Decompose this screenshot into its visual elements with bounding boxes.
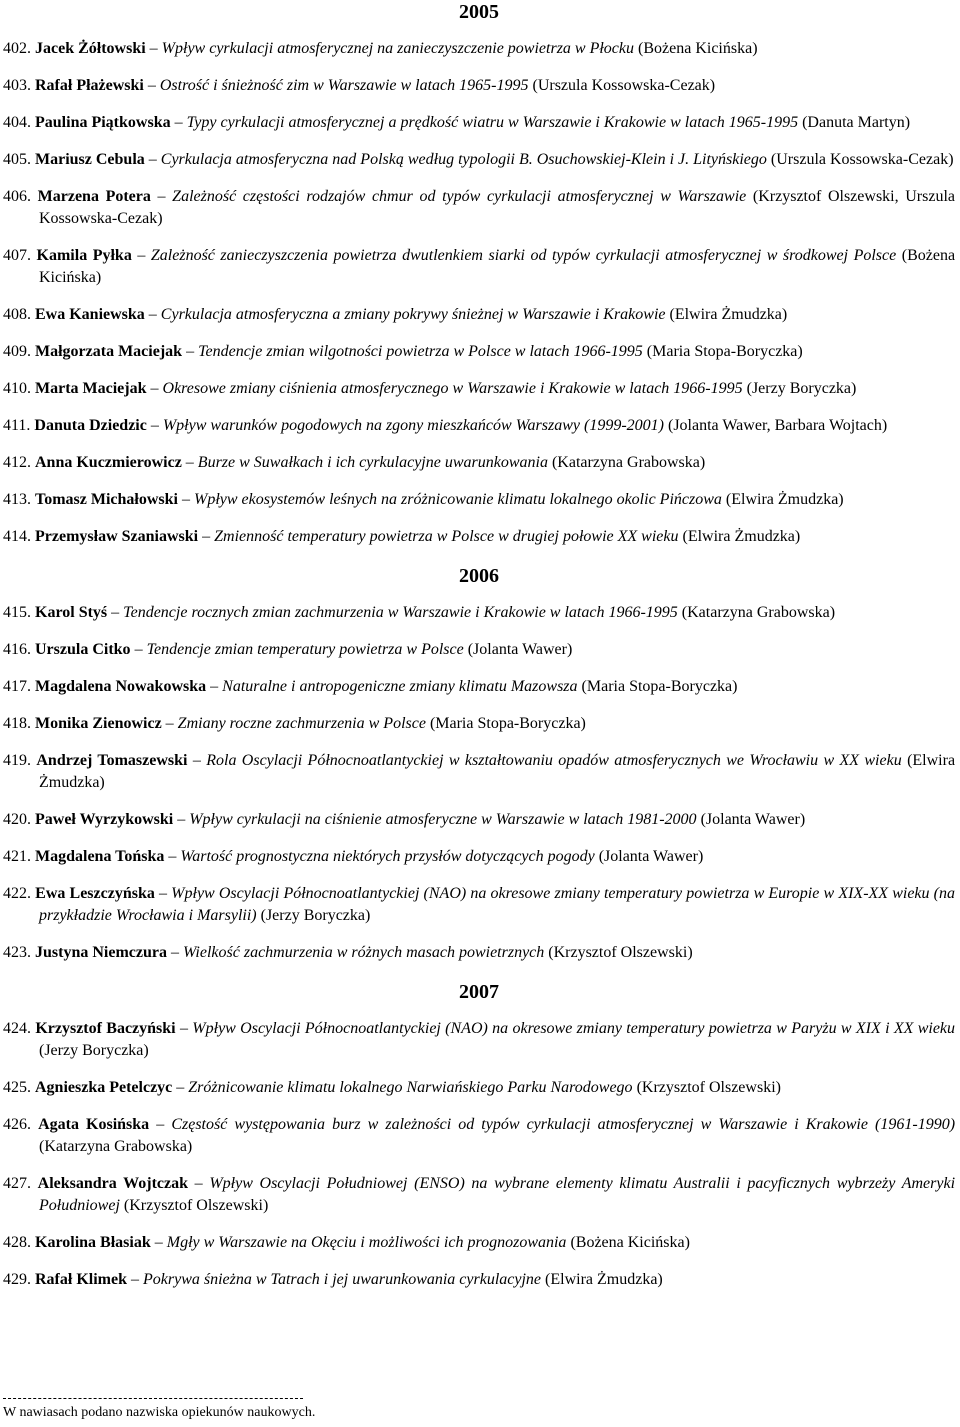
entry-number: 427. bbox=[3, 1175, 31, 1192]
entry-author: Przemysław Szaniawski bbox=[35, 528, 199, 545]
entry-dash: – bbox=[157, 188, 166, 205]
entry-author: Agnieszka Petelczyc bbox=[35, 1079, 173, 1096]
entry-author: Magdalena Nowakowska bbox=[35, 678, 207, 695]
entry-dash: – bbox=[154, 1234, 163, 1251]
entry-title: Wpływ ekosystemów leśnych na zróżnicowanie klimatu lokalnego okolic Pińczowa bbox=[193, 491, 722, 508]
entry-number: 421. bbox=[3, 848, 31, 865]
entry-number: 425. bbox=[3, 1079, 31, 1096]
entry-supervisor: (Krzysztof Olszewski) bbox=[548, 944, 693, 961]
entry-number: 419. bbox=[3, 752, 31, 769]
entry-title: Rola Oscylacji Północnoatlantyckiej w kształtowaniu opadów atmosferycznych we Wrocławiu w XX wieku bbox=[206, 752, 902, 769]
entry-title: Wartość prognostyczna niektórych przysłów dotyczących pogody bbox=[180, 848, 595, 865]
entry-supervisor: (Urszula Kossowska-Cezak) bbox=[532, 77, 716, 94]
entry-author: Paulina Piątkowska bbox=[35, 114, 171, 131]
entry-author: Mariusz Cebula bbox=[35, 151, 145, 168]
entry-supervisor: (Elwira Żmudzka) bbox=[545, 1271, 663, 1288]
thesis-entry bbox=[3, 639, 955, 661]
year-heading-2006: 2006 bbox=[459, 565, 499, 587]
entry-number: 410. bbox=[3, 380, 31, 397]
entry-number: 407. bbox=[3, 247, 31, 264]
entry-dash: – bbox=[170, 944, 179, 961]
entry-title: Tendencje zmian wilgotności powietrza w Polsce w latach 1966-1995 bbox=[198, 343, 643, 360]
entry-author: Kamila Pyłka bbox=[36, 247, 132, 264]
entry-number: 420. bbox=[3, 811, 31, 828]
entry-title: Cyrkulacja atmosferyczna nad Polską według typologii B. Osuchowskiej-Klein i J. Lityńskiego bbox=[160, 151, 767, 168]
document-page bbox=[3, 0, 955, 1306]
entry-supervisor: (Bożena Kicińska) bbox=[39, 247, 956, 286]
entry-dash: – bbox=[165, 715, 174, 732]
entry-number: 418. bbox=[3, 715, 31, 732]
entry-supervisor: (Elwira Żmudzka) bbox=[682, 528, 801, 545]
entry-title: Zmiany roczne zachmurzenia w Polsce bbox=[177, 715, 426, 732]
entry-author: Krzysztof Baczyński bbox=[35, 1020, 176, 1037]
entry-number: 424. bbox=[3, 1020, 31, 1037]
entry-author: Magdalena Tońska bbox=[35, 848, 165, 865]
entry-dash: – bbox=[147, 77, 156, 94]
entry-dash: – bbox=[181, 491, 190, 508]
thesis-entry bbox=[3, 1173, 955, 1217]
entry-author: Jacek Żółtowski bbox=[35, 40, 146, 57]
entry-number: 415. bbox=[3, 604, 31, 621]
entry-title: Wpływ cyrkulacji na ciśnienie atmosferyczne w Warszawie w latach 1981-2000 bbox=[189, 811, 697, 828]
thesis-entry bbox=[3, 676, 955, 698]
entry-title: Wpływ Oscylacji Północnoatlantyckiej (NAO) na okresowe zmiany temperatury powietrza w Europie w XIX-XX wieku (na przykładzie Wrocławia i Marsylii) bbox=[39, 885, 956, 924]
entry-title: Burze w Suwałkach i ich cyrkulacyjne uwarunkowania bbox=[197, 454, 548, 471]
entry-author: Karol Styś bbox=[35, 604, 108, 621]
entry-supervisor: (Jerzy Boryczka) bbox=[260, 907, 371, 924]
entry-supervisor: (Bożena Kicińska) bbox=[638, 40, 758, 57]
thesis-entry bbox=[3, 112, 955, 134]
entry-title: Zmienność temperatury powietrza w Polsce w drugiej połowie XX wieku bbox=[214, 528, 679, 545]
entry-dash: – bbox=[177, 811, 186, 828]
entry-title: Wpływ cyrkulacji atmosferycznej na zanieczyszczenie powietrza w Płocku bbox=[161, 40, 635, 57]
entry-title: Cyrkulacja atmosferyczna a zmiany pokrywy śnieżnej w Warszawie i Krakowie bbox=[160, 306, 666, 323]
entry-dash: – bbox=[150, 380, 159, 397]
entry-dash: – bbox=[156, 1116, 165, 1133]
entry-title: Pokrywa śnieżna w Tatrach i jej uwarunkowania cyrkulacyjne bbox=[143, 1271, 542, 1288]
entry-supervisor: (Katarzyna Grabowska) bbox=[681, 604, 836, 621]
entry-number: 408. bbox=[3, 306, 31, 323]
entry-number: 414. bbox=[3, 528, 31, 545]
entry-supervisor: (Jolanta Wawer) bbox=[700, 811, 806, 828]
entry-dash: – bbox=[148, 151, 157, 168]
entry-title: Mgły w Warszawie na Okęciu i możliwości ich prognozowania bbox=[166, 1234, 567, 1251]
entry-title: Zależność zanieczyszczenia powietrza dwutlenkiem siarki od typów cyrkulacji atmosferycznej w środkowej Polsce bbox=[150, 247, 897, 264]
thesis-entry bbox=[3, 750, 955, 794]
entry-dash: – bbox=[134, 641, 143, 658]
entry-dash: – bbox=[192, 752, 201, 769]
entry-supervisor: (Elwira Żmudzka) bbox=[669, 306, 788, 323]
thesis-entry bbox=[3, 602, 955, 624]
entry-author: Paweł Wyrzykowski bbox=[35, 811, 174, 828]
entry-title: Zależność częstości rodzajów chmur od typów cyrkulacji atmosferycznej w Warszawie bbox=[172, 188, 747, 205]
entry-number: 416. bbox=[3, 641, 31, 658]
entry-author: Aleksandra Wojtczak bbox=[37, 1175, 189, 1192]
entry-supervisor: (Krzysztof Olszewski) bbox=[123, 1197, 269, 1214]
entry-supervisor: (Elwira Żmudzka) bbox=[725, 491, 844, 508]
entry-author: Anna Kuczmierowicz bbox=[35, 454, 182, 471]
thesis-entry bbox=[3, 38, 955, 60]
thesis-entry bbox=[3, 452, 955, 474]
entry-dash: – bbox=[149, 40, 158, 57]
entry-dash: – bbox=[174, 114, 183, 131]
entry-number: 429. bbox=[3, 1271, 31, 1288]
thesis-entry bbox=[3, 942, 955, 964]
thesis-entry bbox=[3, 75, 955, 97]
entry-dash: – bbox=[186, 343, 195, 360]
thesis-entry bbox=[3, 1114, 955, 1158]
entry-author: Rafał Klimek bbox=[35, 1271, 127, 1288]
entry-number: 403. bbox=[3, 77, 31, 94]
entry-supervisor: (Jerzy Boryczka) bbox=[39, 1042, 149, 1059]
entry-dash: – bbox=[179, 1020, 188, 1037]
entry-author: Danuta Dziedzic bbox=[34, 417, 147, 434]
thesis-entry bbox=[3, 149, 955, 171]
entry-number: 411. bbox=[3, 417, 31, 434]
entry-supervisor: (Jolanta Wawer) bbox=[467, 641, 573, 658]
thesis-entry bbox=[3, 304, 955, 326]
thesis-entry bbox=[3, 186, 955, 230]
entry-title: Ostrość i śnieżność zim w Warszawie w latach 1965-1995 bbox=[159, 77, 529, 94]
entry-author: Justyna Niemczura bbox=[35, 944, 167, 961]
thesis-entry bbox=[3, 809, 955, 831]
entry-title: Naturalne i antropogeniczne zmiany klimatu Mazowsza bbox=[222, 678, 578, 695]
year-heading-2005: 2005 bbox=[459, 1, 499, 23]
entry-author: Ewa Leszczyńska bbox=[35, 885, 155, 902]
entry-author: Agata Kosińska bbox=[38, 1116, 150, 1133]
entry-number: 428. bbox=[3, 1234, 31, 1251]
entry-author: Tomasz Michałowski bbox=[35, 491, 178, 508]
entry-supervisor: (Katarzyna Grabowska) bbox=[551, 454, 706, 471]
thesis-entry bbox=[3, 245, 955, 289]
entry-author: Małgorzata Maciejak bbox=[35, 343, 183, 360]
footnote-text: W nawiasach podano nazwiska opiekunów naukowych. bbox=[3, 1405, 316, 1420]
entry-title: Wpływ warunków pogodowych na zgony mieszkańców Warszawy (1999-2001) bbox=[162, 417, 664, 434]
entry-title: Wielkość zachmurzenia w różnych masach powietrznych bbox=[182, 944, 545, 961]
entry-dash: – bbox=[131, 1271, 139, 1288]
thesis-entry bbox=[3, 489, 955, 511]
entry-number: 404. bbox=[3, 114, 31, 131]
thesis-entry bbox=[3, 415, 955, 437]
entry-dash: – bbox=[137, 247, 146, 264]
year-heading-2007: 2007 bbox=[459, 981, 499, 1003]
entry-supervisor: (Maria Stopa-Boryczka) bbox=[646, 343, 803, 360]
entry-title: Typy cyrkulacji atmosferycznej a prędkość wiatru w Warszawie i Krakowie w latach 1965-1995 bbox=[186, 114, 799, 131]
entry-dash: – bbox=[148, 306, 157, 323]
entry-supervisor: (Elwira Żmudzka) bbox=[39, 752, 956, 791]
entry-supervisor: (Jerzy Boryczka) bbox=[746, 380, 857, 397]
entry-dash: – bbox=[111, 604, 120, 621]
thesis-entry bbox=[3, 846, 955, 868]
entry-dash: – bbox=[150, 417, 159, 434]
entry-supervisor: (Bożena Kicińska) bbox=[570, 1234, 690, 1251]
thesis-entry bbox=[3, 378, 955, 400]
entry-supervisor: (Danuta Martyn) bbox=[802, 114, 911, 131]
thesis-entry bbox=[3, 1018, 955, 1062]
entry-number: 406. bbox=[3, 188, 31, 205]
entry-number: 405. bbox=[3, 151, 31, 168]
entry-dash: – bbox=[159, 885, 168, 902]
entry-title: Tendencje rocznych zmian zachmurzenia w Warszawie i Krakowie w latach 1966-1995 bbox=[123, 604, 678, 621]
entry-number: 426. bbox=[3, 1116, 31, 1133]
entry-supervisor: (Krzysztof Olszewski, Urszula Kossowska-Cezak) bbox=[39, 188, 956, 227]
entry-title: Okresowe zmiany ciśnienia atmosferycznego w Warszawie i Krakowie w latach 1966-1995 bbox=[162, 380, 743, 397]
entry-author: Karolina Błasiak bbox=[35, 1234, 151, 1251]
entry-supervisor: (Maria Stopa-Boryczka) bbox=[581, 678, 738, 695]
entry-title: Wpływ Oscylacji Południowej (ENSO) na wybrane elementy klimatu Australii i pacyficznych wybrzeży Ameryki Południowej bbox=[39, 1175, 956, 1214]
entry-supervisor: (Maria Stopa-Boryczka) bbox=[429, 715, 586, 732]
entry-supervisor: (Urszula Kossowska-Cezak) bbox=[770, 151, 954, 168]
entry-number: 422. bbox=[3, 885, 31, 902]
entry-dash: – bbox=[202, 528, 211, 545]
entry-number: 417. bbox=[3, 678, 31, 695]
thesis-entry bbox=[3, 1269, 955, 1291]
entry-dash: – bbox=[194, 1175, 203, 1192]
footnote bbox=[3, 1398, 943, 1422]
thesis-entry bbox=[3, 883, 955, 927]
entry-list-2006 bbox=[3, 602, 955, 964]
entry-number: 412. bbox=[3, 454, 31, 471]
entry-author: Ewa Kaniewska bbox=[35, 306, 145, 323]
entry-supervisor: (Jolanta Wawer, Barbara Wojtach) bbox=[668, 417, 888, 434]
entry-author: Marzena Potera bbox=[37, 188, 151, 205]
entry-author: Andrzej Tomaszewski bbox=[36, 752, 188, 769]
entry-title: Tendencje zmian temperatury powietrza w Polsce bbox=[146, 641, 464, 658]
thesis-entry bbox=[3, 1077, 955, 1099]
entry-dash: – bbox=[210, 678, 219, 695]
entry-title: Wpływ Oscylacji Północnoatlantyckiej (NAO) na okresowe zmiany temperatury powietrza w Paryżu w XIX i XX wieku bbox=[192, 1020, 956, 1037]
entry-supervisor: (Jolanta Wawer) bbox=[598, 848, 704, 865]
thesis-entry bbox=[3, 1232, 955, 1254]
entry-author: Monika Zienowicz bbox=[35, 715, 162, 732]
entry-number: 413. bbox=[3, 491, 31, 508]
entry-title: Zróżnicowanie klimatu lokalnego Narwiańskiego Parku Narodowego bbox=[188, 1079, 633, 1096]
footnote-divider bbox=[3, 1398, 303, 1399]
entry-list-2007 bbox=[3, 1018, 955, 1291]
thesis-entry bbox=[3, 526, 955, 548]
entry-supervisor: (Krzysztof Olszewski) bbox=[636, 1079, 781, 1096]
entry-dash: – bbox=[176, 1079, 185, 1096]
entry-number: 409. bbox=[3, 343, 31, 360]
entry-list-2005 bbox=[3, 38, 955, 548]
entry-dash: – bbox=[168, 848, 177, 865]
entry-author: Marta Maciejak bbox=[35, 380, 147, 397]
entry-author: Rafał Płażewski bbox=[35, 77, 144, 94]
entry-dash: – bbox=[185, 454, 194, 471]
thesis-entry bbox=[3, 713, 955, 735]
entry-supervisor: (Katarzyna Grabowska) bbox=[39, 1138, 193, 1155]
entry-number: 423. bbox=[3, 944, 31, 961]
entry-title: Częstość występowania burz w zależności od typów cyrkulacji atmosferycznej w Warszawie i Krakowie (1961-1990) bbox=[171, 1116, 956, 1133]
entry-author: Urszula Citko bbox=[35, 641, 131, 658]
thesis-entry bbox=[3, 341, 955, 363]
entry-number: 402. bbox=[3, 40, 31, 57]
